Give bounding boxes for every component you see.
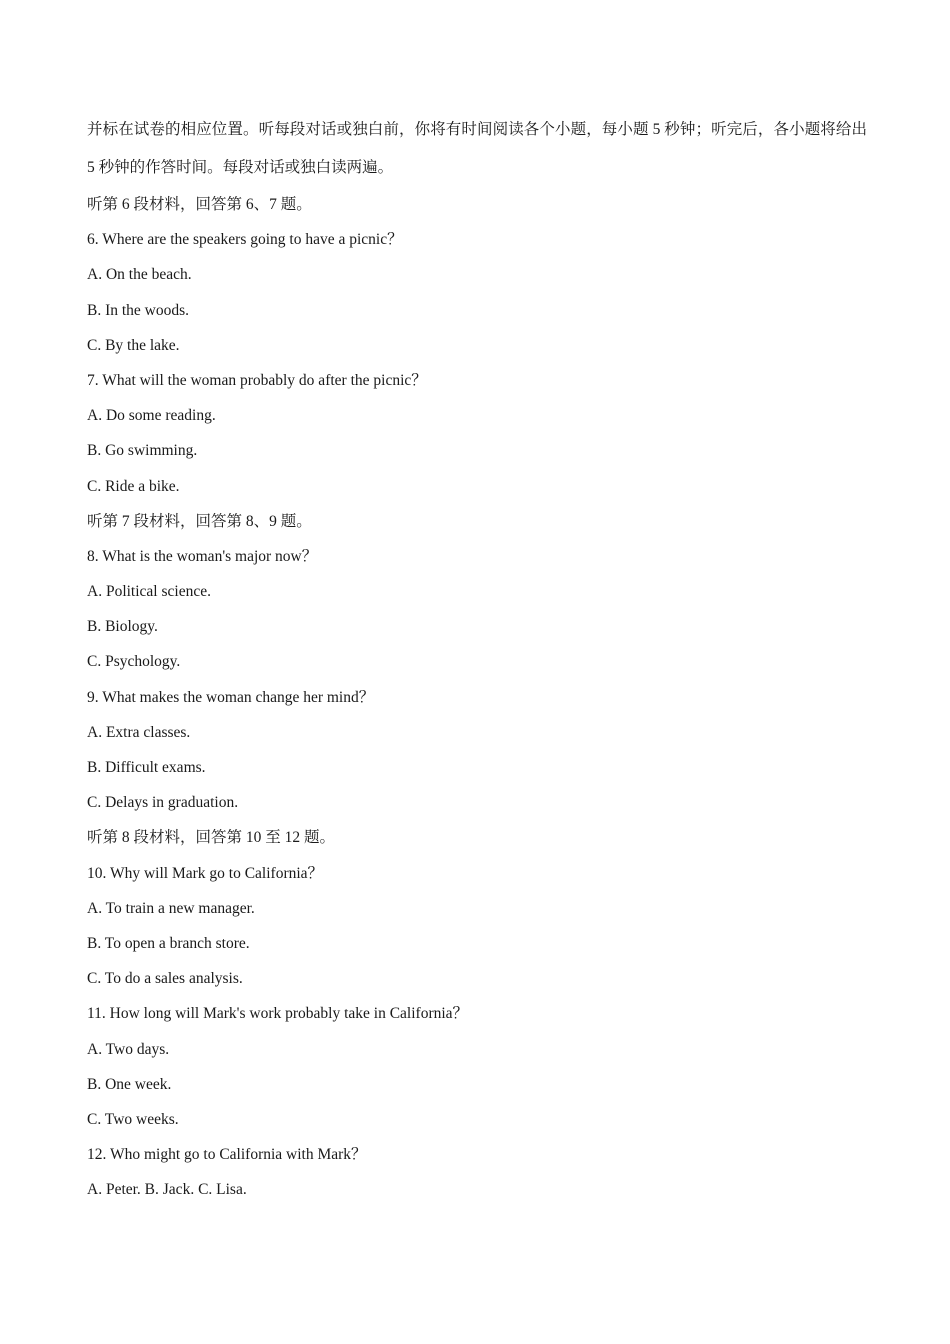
- answer-option: C. To do a sales analysis.: [87, 970, 243, 988]
- question-stem: 12. Who might go to California with Mark？: [87, 1146, 367, 1164]
- instructions-paragraph: 并标在试卷的相应位置。听每段对话或独白前，你将有时间阅读各个小题，每小题 5 秒钟；听完后，各小题将给出 5 秒钟的作答时间。每段对话或独白读两遍。: [87, 121, 867, 176]
- question-stem: 9. What makes the woman change her mind？: [87, 688, 375, 706]
- document-page: [87, 111, 867, 1207]
- section-heading: 听第 6 段材料，回答第 6、7 题。: [87, 196, 312, 213]
- answer-option: B. To open a branch store.: [87, 934, 250, 952]
- answer-option: A. Political science.: [87, 583, 211, 601]
- section-heading: 听第 8 段材料，回答第 10 至 12 题。: [87, 829, 336, 847]
- answer-option: B. Difficult exams.: [87, 759, 206, 776]
- question-stem: 10. Why will Mark go to California？: [87, 864, 324, 882]
- answer-option: B. In the woods.: [87, 301, 190, 319]
- question-stem: 8. What is the woman's major now？: [87, 547, 318, 565]
- answer-option: A. Two days.: [87, 1040, 170, 1058]
- answer-option: B. Go swimming.: [87, 442, 198, 460]
- answer-option: C. Ride a bike.: [87, 477, 180, 495]
- answer-option: C. Psychology.: [87, 653, 181, 671]
- question-stem: 6. Where are the speakers going to have a picnic？: [87, 231, 403, 249]
- answer-option: A. Do some reading.: [87, 407, 216, 425]
- answer-option: A. To train a new manager.: [87, 899, 255, 917]
- question-stem: 7. What will the woman probably do after the picnic？: [87, 371, 427, 389]
- answer-option: C. By the lake.: [87, 336, 180, 354]
- answer-option: A. Extra classes.: [87, 723, 191, 741]
- answer-option: B. One week.: [87, 1075, 172, 1093]
- question-stem: 11. How long will Mark's work probably take in California？: [87, 1005, 469, 1023]
- answer-option: C. Delays in graduation.: [87, 794, 239, 812]
- answer-option: C. Two weeks.: [87, 1110, 179, 1128]
- answer-option: B. Biology.: [87, 618, 158, 636]
- answer-option: A. Peter. B. Jack. C. Lisa.: [87, 1181, 247, 1199]
- answer-option: A. On the beach.: [87, 266, 192, 284]
- section-heading: 听第 7 段材料，回答第 8、9 题。: [87, 512, 312, 530]
